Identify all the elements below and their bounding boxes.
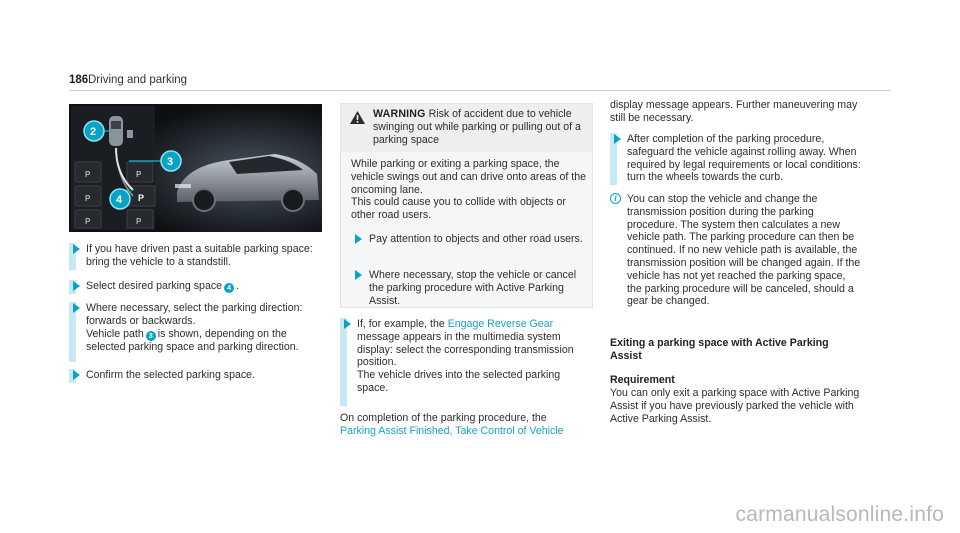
warning-triangle-icon (350, 111, 365, 124)
step-engage-reverse (340, 318, 590, 406)
step-select-space (69, 280, 319, 294)
page-number: 186 (69, 74, 89, 86)
warning-box (340, 103, 593, 308)
section-heading-exiting: Exiting a parking space with Active Parking Assist (610, 337, 829, 362)
step-arrow-icon (73, 303, 80, 313)
section-title: Driving and parking (88, 74, 188, 86)
callout-4: 4 (116, 194, 123, 206)
warning-text-2: This could cause you to collide with objects or other road users. (351, 196, 566, 222)
note-block (610, 193, 862, 308)
step-text: Select desired parking space 4 . (86, 280, 239, 292)
p-label: P (136, 170, 142, 179)
p-label: P (85, 217, 91, 226)
p-label: P (85, 194, 91, 203)
step-text: If, for example, the Engage Reverse Gear message appears in the multimedia system display: select the corresponding transmission position. The vehicle drives into the selected parking space. (357, 318, 574, 394)
warning-text-1: While parking or exiting a parking space, the vehicle swings out and can drive onto areas of the oncoming lane. (351, 158, 586, 196)
step-arrow-icon (73, 370, 80, 380)
completion-paragraph: On completion of the parking procedure, the Parking Assist Finished, Take Control of Vehicle (340, 412, 564, 437)
step-text: If you have driven past a suitable parking space: bring the vehicle to a standstill. (86, 243, 313, 268)
warning-step-cancel: Where necessary, stop the vehicle or cancel the parking procedure with Active Parking Assist. (351, 269, 587, 307)
step-stop-vehicle (69, 243, 319, 270)
step-safeguard-vehicle (610, 133, 862, 185)
parking-assist-display-figure (69, 104, 322, 232)
step-arrow-icon (355, 270, 362, 280)
callout-2: 2 (90, 126, 97, 138)
step-arrow-icon (73, 281, 80, 291)
header-rule (69, 90, 891, 91)
step-arrow-icon (614, 134, 621, 144)
step-text: Confirm the selected parking space. (86, 369, 255, 381)
callout-3: 3 (167, 156, 174, 168)
badge-4: 4 (224, 283, 234, 293)
message-parking-assist-finished: Parking Assist Finished, Take Control of Vehicle (340, 424, 564, 437)
warning-header (341, 104, 592, 152)
p-label: P (85, 170, 91, 179)
warning-title: WARNING Risk of accident due to vehicle swinging out while parking or pulling out of a parking space (373, 108, 581, 146)
step-arrow-icon (73, 244, 80, 254)
step-confirm-space (69, 369, 319, 383)
requirement-text: You can only exit a parking space with Active Parking Assist if you have previously parked the vehicle with Active Parking Assist. (610, 387, 860, 425)
p-label: P (136, 217, 142, 226)
step-arrow-icon (344, 319, 351, 329)
p-label: P (138, 193, 145, 203)
requirement-label: Requirement (610, 374, 675, 386)
info-icon: i (610, 193, 621, 204)
step-text: After completion of the parking procedure, safeguard the vehicle against rolling away. When required by legal requirements or local conditions: turn the wheels towards the curb. (627, 133, 861, 184)
badge-3: 3 (146, 331, 156, 341)
step-bar (340, 318, 347, 406)
watermark: carmanualsonline.info (735, 503, 944, 526)
warning-step-attention: Pay attention to objects and other road users. (351, 233, 587, 259)
step-text: Where necessary, select the parking direction: forwards or backwards. Vehicle path 3 is shown, depending on the selected parking space and parking direction. (86, 302, 303, 353)
warning-body (351, 158, 587, 307)
message-engage-reverse-gear: Engage Reverse Gear (447, 318, 554, 330)
note-text: You can stop the vehicle and change the transmission position during the parking procedure. The system then calculates a new vehicle path. The parking procedure can then be continued. If no new vehicle path is available, the transmission position will be changed again. If the vehicle has not yet reached the parking space, the parking procedure will be canceled, should a gear be changed. (627, 193, 861, 308)
step-select-direction (69, 302, 319, 362)
display-message-paragraph: display message appears. Further maneuvering may still be necessary. (610, 99, 858, 124)
step-arrow-icon (355, 234, 362, 244)
